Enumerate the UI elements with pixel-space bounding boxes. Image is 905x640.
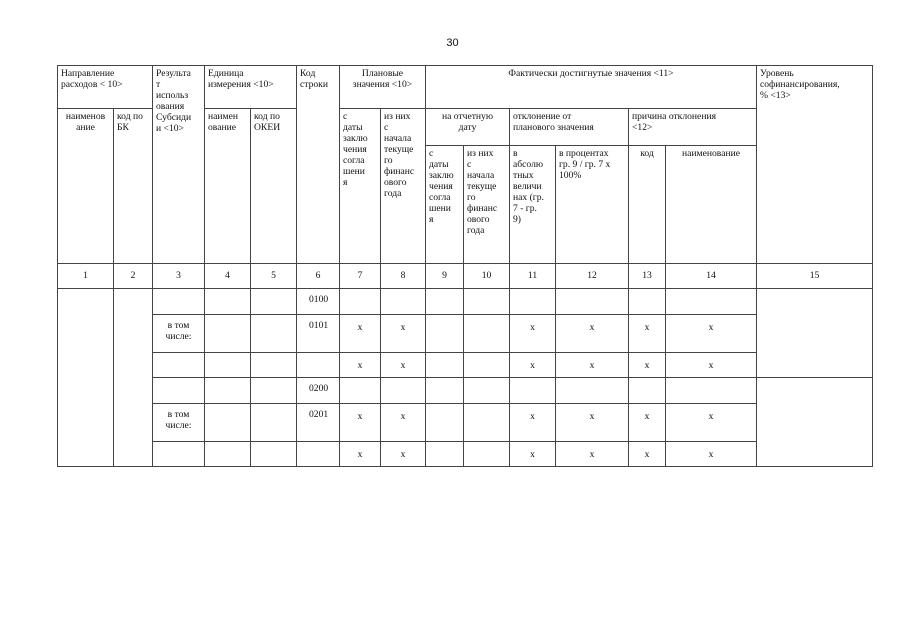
column-number: 4 <box>204 263 251 289</box>
row-unit-code <box>250 403 297 442</box>
column-number: 9 <box>425 263 464 289</box>
row-value-cell: x <box>665 352 757 378</box>
row-value-cell: x <box>509 441 556 467</box>
row-value-cell: x <box>628 403 666 442</box>
row-code <box>296 441 340 467</box>
header-planned-from-year-start: из них с начала текуще го финанс ового года <box>380 108 426 264</box>
row-value-cell <box>425 352 464 378</box>
column-number: 7 <box>339 263 381 289</box>
row-label <box>152 352 205 378</box>
header-direction: Направление расходов < 10> <box>57 65 153 109</box>
header-reporting-from-agreement: с даты заклю чения согла шени я <box>425 145 464 264</box>
row-value-cell <box>509 288 556 315</box>
row-unit-code <box>250 314 297 353</box>
row-value-cell <box>463 441 510 467</box>
header-direction-code: код по БК <box>113 108 153 264</box>
header-unit-code: код по ОКЕИ <box>250 108 297 264</box>
column-number: 6 <box>296 263 340 289</box>
row-value-cell <box>425 377 464 404</box>
row-unit-name <box>204 441 251 467</box>
row-code: 0100 <box>296 288 340 315</box>
header-unit-name: наимен ование <box>204 108 251 264</box>
body-direction-code <box>113 288 153 467</box>
row-value-cell <box>463 403 510 442</box>
row-unit-code <box>250 352 297 378</box>
row-value-cell: x <box>628 314 666 353</box>
row-unit-name <box>204 352 251 378</box>
row-label <box>152 377 205 404</box>
row-value-cell <box>463 352 510 378</box>
row-value-cell: x <box>665 441 757 467</box>
row-unit-code <box>250 441 297 467</box>
row-value-cell: x <box>555 403 629 442</box>
header-reason-code: код <box>628 145 666 264</box>
row-value-cell <box>339 377 381 404</box>
header-deviation-percent: в процентах гр. 9 / гр. 7 x 100% <box>555 145 629 264</box>
row-value-cell: x <box>665 314 757 353</box>
row-value-cell <box>463 377 510 404</box>
row-unit-name <box>204 403 251 442</box>
column-number: 15 <box>756 263 873 289</box>
header-direction-name: наименов ание <box>57 108 114 264</box>
column-number: 14 <box>665 263 757 289</box>
row-value-cell: x <box>509 314 556 353</box>
header-result: Результа т использ ования Субсиди и <10> <box>152 65 205 264</box>
row-value-cell: x <box>665 403 757 442</box>
row-value-cell <box>425 441 464 467</box>
row-value-cell <box>380 377 426 404</box>
row-value-cell: x <box>628 352 666 378</box>
row-value-cell <box>509 377 556 404</box>
row-code: 0201 <box>296 403 340 442</box>
column-number: 8 <box>380 263 426 289</box>
header-unit: Единица измерения <10> <box>204 65 297 109</box>
header-deviation: отклонение от планового значения <box>509 108 629 146</box>
column-number: 2 <box>113 263 153 289</box>
page-number: 30 <box>446 37 459 49</box>
row-unit-name <box>204 288 251 315</box>
body-direction-name <box>57 288 114 467</box>
row-value-cell <box>555 377 629 404</box>
row-value-cell: x <box>555 352 629 378</box>
row-value-cell: x <box>380 314 426 353</box>
row-value-cell: x <box>339 441 381 467</box>
row-label: в том числе: <box>152 314 205 353</box>
header-reporting-from-year-start: из них с начала текуще го финанс ового года <box>463 145 510 264</box>
row-unit-name <box>204 314 251 353</box>
column-number: 3 <box>152 263 205 289</box>
row-value-cell <box>425 288 464 315</box>
header-row-code: Код строки <box>296 65 340 264</box>
header-planned: Плановые значения <10> <box>339 65 426 109</box>
row-unit-code <box>250 288 297 315</box>
row-value-cell: x <box>339 314 381 353</box>
row-value-cell <box>555 288 629 315</box>
header-cofinancing: Уровень софинансирования, % <13> <box>756 65 873 264</box>
row-value-cell <box>425 314 464 353</box>
row-code: 0200 <box>296 377 340 404</box>
row-value-cell: x <box>339 403 381 442</box>
row-value-cell <box>463 314 510 353</box>
row-value-cell <box>665 288 757 315</box>
row-label <box>152 288 205 315</box>
header-planned-from-agreement: с даты заклю чения согла шени я <box>339 108 381 264</box>
row-value-cell <box>425 403 464 442</box>
row-value-cell <box>665 377 757 404</box>
column-number: 5 <box>250 263 297 289</box>
row-value-cell: x <box>380 441 426 467</box>
row-value-cell <box>628 377 666 404</box>
row-unit-code <box>250 377 297 404</box>
row-value-cell: x <box>339 352 381 378</box>
row-label: в том числе: <box>152 403 205 442</box>
row-value-cell: x <box>555 441 629 467</box>
row-code <box>296 352 340 378</box>
row-value-cell <box>463 288 510 315</box>
body-cofinancing-group-1 <box>756 288 873 378</box>
row-value-cell: x <box>628 441 666 467</box>
row-value-cell <box>380 288 426 315</box>
row-value-cell <box>339 288 381 315</box>
row-value-cell: x <box>509 403 556 442</box>
row-value-cell: x <box>555 314 629 353</box>
row-value-cell: x <box>380 352 426 378</box>
header-reason: причина отклонения <12> <box>628 108 757 146</box>
column-number: 13 <box>628 263 666 289</box>
column-number: 12 <box>555 263 629 289</box>
header-reason-name: наименование <box>665 145 757 264</box>
row-value-cell: x <box>380 403 426 442</box>
column-number: 1 <box>57 263 114 289</box>
column-number: 10 <box>463 263 510 289</box>
row-label <box>152 441 205 467</box>
header-actual: Фактически достигнутые значения <11> <box>425 65 757 109</box>
column-number: 11 <box>509 263 556 289</box>
body-cofinancing-group-2 <box>756 377 873 467</box>
header-deviation-absolute: в абсолю тных величи нах (гр. 7 - гр. 9) <box>509 145 556 264</box>
row-unit-name <box>204 377 251 404</box>
header-reporting-date: на отчетную дату <box>425 108 510 146</box>
row-code: 0101 <box>296 314 340 353</box>
row-value-cell: x <box>509 352 556 378</box>
row-value-cell <box>628 288 666 315</box>
